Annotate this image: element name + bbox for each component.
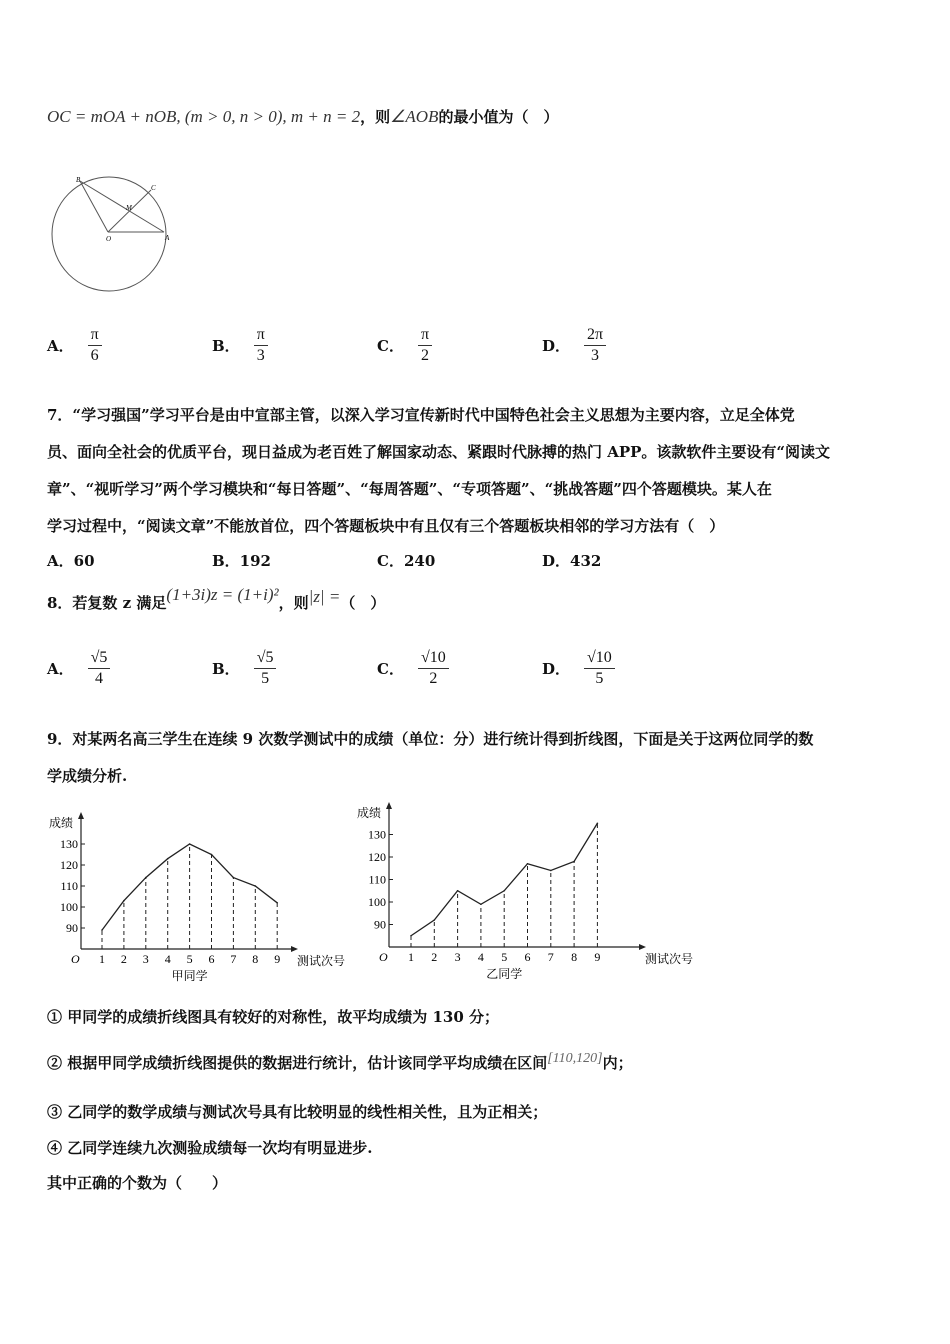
q7-option-b[interactable]: B．192 — [212, 552, 271, 570]
origin-label: O — [379, 950, 388, 964]
option-label: A． — [47, 660, 74, 678]
label-m: M — [126, 204, 132, 212]
data-point — [434, 919, 436, 921]
q7-option-c[interactable]: C．240 — [377, 552, 436, 570]
statement-4: ④ 乙同学连续九次测验成绩每一次均有明显进步. — [47, 1139, 373, 1157]
x-tick-label: 7 — [230, 952, 237, 966]
x-tick-label: 6 — [208, 952, 215, 966]
label-a: A — [165, 234, 170, 242]
q7-line: 7．“学习强国”学习平台是由中宣部主管，以深入学习宣传新时代中国特色社会主义思想为主要内容，立足全体党 — [47, 406, 795, 424]
y-axis-arrow — [78, 812, 84, 819]
label-b: B — [76, 176, 81, 184]
y-tick-label: 100 — [60, 900, 78, 914]
q6-text: ，则 — [360, 108, 391, 126]
denominator: 5 — [595, 670, 604, 687]
numerator: 2π — [584, 325, 606, 346]
q8-formula: (1+3i)z = (1+i)² — [166, 585, 279, 604]
numerator: √5 — [254, 648, 277, 669]
data-point — [276, 902, 278, 904]
denominator: 5 — [261, 670, 270, 687]
origin-label: O — [71, 952, 80, 966]
y-axis-label: 成绩 — [357, 806, 382, 820]
statement-1: ① 甲同学的成绩折线图具有较好的对称性，故平均成绩为 130 分； — [47, 1008, 499, 1026]
statement-2-end: 内； — [602, 1054, 633, 1072]
option-label: A． — [47, 337, 74, 355]
y-tick-label: 90 — [66, 921, 78, 935]
denominator: 4 — [95, 670, 104, 687]
q7-line: 员、面向全社会的优质平台，现日益成为老百姓了解国家动态、紧跟时代脉搏的热门 APP。该款软件主要设有“阅读文 — [47, 443, 831, 461]
denominator: 6 — [90, 347, 99, 364]
y-tick-label: 120 — [60, 858, 78, 872]
numerator: √5 — [88, 648, 111, 669]
option-label: C． — [377, 337, 404, 355]
x-tick-label: 8 — [571, 950, 578, 964]
denominator: 3 — [591, 347, 600, 364]
data-point — [233, 877, 235, 879]
x-tick-label: 9 — [594, 950, 601, 964]
x-tick-label: 3 — [454, 950, 461, 964]
numerator: π — [254, 325, 268, 346]
data-point — [189, 843, 191, 845]
x-tick-label: 8 — [252, 952, 259, 966]
numerator: π — [88, 325, 102, 346]
option-label: C． — [377, 660, 404, 678]
q7-line: 章”、“视听学习”两个学习模块和“每日答题”、“每周答题”、“专项答题”、“挑战答题”四个答题模块。某人在 — [47, 480, 772, 498]
x-tick-label: 4 — [164, 952, 171, 966]
numerator: √10 — [418, 648, 449, 669]
x-tick-label: 1 — [99, 952, 105, 966]
data-point — [480, 903, 482, 905]
x-tick-label: 2 — [431, 950, 438, 964]
q9-question: 其中正确的个数为（ ） — [47, 1174, 228, 1192]
q9-line: 学成绩分析. — [47, 767, 128, 785]
q9-line: 9．对某两名高三学生在连续 9 次数学测试中的成绩（单位：分）进行统计得到折线图，下面是关于这两位同学的数 — [47, 730, 814, 748]
statement-3: ③ 乙同学的数学成绩与测试次号具有比较明显的线性相关性，且为正相关； — [47, 1103, 548, 1121]
option-label: B． — [212, 337, 240, 355]
y-tick-label: 120 — [368, 850, 386, 864]
q7-option-a[interactable]: A．60 — [47, 552, 95, 570]
q8-text-end: （ ） — [340, 594, 386, 612]
x-tick-label: 9 — [274, 952, 281, 966]
denominator: 2 — [429, 670, 438, 687]
x-axis-arrow — [639, 944, 646, 950]
y-tick-label: 100 — [368, 895, 386, 909]
x-tick-label: 5 — [501, 950, 508, 964]
denominator: 2 — [420, 347, 429, 364]
x-axis-label: 测试次号 — [645, 952, 694, 966]
q6-angle: ∠AOB — [390, 107, 439, 126]
numerator: √10 — [584, 648, 615, 669]
x-tick-label: 5 — [186, 952, 193, 966]
label-o: O — [106, 235, 112, 243]
y-axis-arrow — [386, 802, 392, 809]
data-point — [573, 861, 575, 863]
q6-text-end: 的最小值为（ ） — [438, 108, 559, 126]
x-axis-arrow — [291, 946, 298, 952]
data-point — [123, 900, 125, 902]
numerator: π — [418, 325, 432, 346]
denominator: 3 — [256, 347, 265, 364]
chart-title: 乙同学 — [486, 967, 523, 981]
y-tick-label: 110 — [368, 872, 386, 887]
y-tick-label: 130 — [368, 827, 386, 842]
x-tick-label: 7 — [547, 950, 554, 964]
data-point — [597, 822, 599, 824]
x-tick-label: 2 — [120, 952, 127, 966]
data-point — [503, 890, 505, 892]
y-tick-label: 90 — [374, 917, 386, 932]
statement-2-text: ② 根据甲同学成绩折线图提供的数据进行统计，估计该同学平均成绩在区间 — [47, 1054, 548, 1072]
x-axis-label: 测试次号 — [297, 954, 346, 968]
q6-formula: OC = mOA + nOB, (m > 0, n > 0), m + n = 2 — [47, 107, 361, 126]
y-axis-label: 成绩 — [49, 816, 74, 830]
option-label: D． — [542, 660, 571, 678]
interval: [110,120] — [547, 1051, 603, 1066]
x-tick-label: 4 — [477, 950, 484, 964]
data-point — [255, 885, 257, 887]
q8-abs: |z| = — [308, 587, 341, 606]
q7-option-d[interactable]: D．432 — [542, 552, 602, 570]
data-point — [410, 935, 412, 937]
x-tick-label: 1 — [408, 950, 414, 964]
data-point — [550, 870, 552, 872]
data-point — [457, 890, 459, 892]
label-c: C — [151, 184, 156, 192]
data-point — [167, 858, 169, 860]
x-tick-label: 3 — [142, 952, 149, 966]
data-point — [211, 854, 213, 856]
data-point — [101, 929, 103, 931]
q8-text: 8．若复数 z 满足 — [47, 594, 167, 612]
y-tick-label: 110 — [60, 879, 78, 893]
data-point — [527, 863, 529, 865]
q7-line: 学习过程中，“阅读文章”不能放首位，四个答题板块中有且仅有三个答题板块相邻的学习方法有（ ） — [47, 517, 725, 535]
chart-title: 甲同学 — [171, 969, 208, 983]
statement-2 — [47, 1052, 633, 1073]
option-label: B． — [212, 660, 240, 678]
y-tick-label: 130 — [60, 837, 78, 851]
q8-text-mid: ，则 — [278, 594, 309, 612]
option-label: D． — [542, 337, 571, 355]
x-tick-label: 6 — [524, 950, 531, 964]
data-point — [145, 877, 147, 879]
